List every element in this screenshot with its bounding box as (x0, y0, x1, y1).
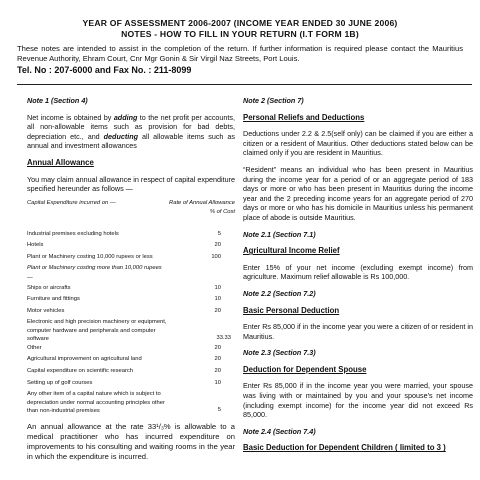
left-column (27, 96, 235, 469)
table-row (27, 318, 235, 344)
annual-allowance-heading: Annual Allowance (27, 157, 94, 167)
basic-deduction-heading: Basic Personal Deduction (243, 305, 340, 315)
note-1-label: Note 1 (Section 4) (27, 96, 88, 105)
row-rate: 10 (214, 296, 221, 303)
dependent-children-heading (243, 443, 473, 453)
row-rate: 20 (214, 242, 221, 249)
note-2-2-label: Note 2.2 (Section 7.2) (243, 288, 316, 298)
table-row (27, 390, 235, 416)
document-header (0, 0, 480, 75)
title-line-2: NOTES - HOW TO FILL IN YOUR RETURN (I.T FORM 1B) (121, 29, 359, 39)
table-row (27, 367, 235, 379)
table-row (27, 253, 235, 265)
dependent-children-title: Basic Deduction for Dependent Children (243, 443, 393, 453)
basic-deduction-text: Enter Rs 85,000 if in the income year you were a citizen of or resident in Mauritius. (243, 322, 473, 341)
row-rate: 10 (214, 284, 221, 291)
row-rate: 20 (214, 356, 221, 363)
right-column (243, 96, 473, 460)
agricultural-relief-heading: Agricultural Income Relief (243, 246, 340, 256)
net-income-adding: adding (113, 112, 138, 122)
dependent-spouse-text: Enter Rs 85,000 if in the income year you were married, your spouse was living with or maintained by you and your spouse's net income (including exempt income) for the income year did not exceed Rs 85,000. (243, 381, 473, 420)
table-row (27, 344, 235, 356)
row-rate: 33.33 (216, 335, 231, 342)
resident-definition: “Resident” means an individual who has been present in Mauritius during the income year for a period of or an aggregate period of 183 days or more or who has been present in Mauritius during the income year and the 2 preceding income years for an aggregate period of 270 days or more or who has his domicile in Mauritius unless his permanent place of abode is outside Mauritius. (243, 164, 473, 222)
rate-header-unit: % of Cost (209, 209, 235, 216)
table-row (27, 295, 235, 307)
medical-practitioner-paragraph: An annual allowance at the rate 33¹/₃% is allowable to a medical practitioner who has incurred expenditure on improvements to his consulting and waiting rooms in the year in which the expenditure is incurred. (27, 421, 235, 461)
note-2-label: Note 2 (Section 7) (243, 96, 304, 105)
header-divider (17, 84, 472, 85)
row-item: Hotels (27, 242, 44, 249)
table-header-item: Capital Expenditure incurred on — (27, 199, 116, 206)
table-row (27, 230, 235, 242)
row-rate: 100 (211, 253, 221, 260)
row-item: Furniture and fittings (27, 296, 80, 303)
row-rate: 5 (217, 407, 221, 414)
annual-allowance-text: You may claim annual allowance in respect of capital expenditure specified hereunder as follows — (27, 174, 235, 194)
row-item: Ships or aircrafts (27, 284, 71, 291)
contact-numbers: Tel. No : 207-6000 and Fax No. : 211-8099 (17, 65, 192, 75)
net-income-deducting: deducting (103, 131, 139, 141)
row-item: Other (27, 344, 42, 351)
table-row (27, 264, 235, 283)
row-rate (169, 264, 235, 283)
row-item: Capital expenditure on scientific research (27, 367, 134, 374)
dependent-spouse-heading: Deduction for Dependent Spouse (243, 364, 367, 374)
row-rate: 10 (214, 379, 221, 386)
dependent-children-limit: ( limited to 3 ) (392, 443, 446, 453)
row-item: Plant or Machinery costing 10,000 rupees or less (27, 253, 153, 260)
personal-reliefs-heading: Personal Reliefs and Deductions (243, 112, 365, 122)
note-2-4-label: Note 2.4 (Section 7.4) (243, 426, 316, 436)
title-line-1: YEAR OF ASSESSMENT 2006-2007 (INCOME YEAR ENDED 30 JUNE 2006) (82, 18, 398, 28)
table-header-row (27, 199, 235, 218)
row-item: Motor vehicles (27, 307, 65, 314)
row-item: Industrial premises excluding hotels (27, 230, 119, 237)
annual-allowance-table (27, 199, 235, 416)
note-2-1-label: Note 2.1 (Section 7.1) (243, 229, 316, 239)
net-income-text-e: all allowable items such as annual and investment allowances (27, 131, 235, 151)
intro-paragraph: These notes are intended to assist in the completion of the return. If further information is required please contact the Mauritius Revenue Authority, Ehram Court, Cnr Mgr Gonin & Sir Virgil Naz Streets, Port Louis. (17, 44, 463, 63)
note-2-3-label: Note 2.3 (Section 7.3) (243, 348, 316, 358)
row-item: Any other item of a capital nature which is subject to depreciation under normal accounting principles other than non-industrial premises (27, 391, 165, 415)
net-income-text-c: to the net profit per accounts, all non-allowable items such as provision for bad debts, depreciation etc., and (27, 112, 235, 141)
table-row (27, 355, 235, 367)
personal-reliefs-text: Deductions under 2.2 & 2.5(self only) can be claimed if you are either a citizen or a resident of Mauritius. Other deductions stated below can be claimed only if you are resident in Mauritius. (243, 129, 473, 158)
row-rate: 5 (217, 230, 221, 237)
row-rate: 20 (214, 344, 221, 351)
net-income-paragraph (27, 113, 235, 151)
row-item: Electronic and high precision machinery or equipment, computer hardware and peripherals and computer software (27, 319, 167, 343)
row-rate: 20 (214, 307, 221, 314)
agricultural-relief-text: Enter 15% of your net income (excluding exempt income) from agriculture. Maximum relief allowable is Rs 100,000. (243, 262, 473, 282)
table-row (27, 241, 235, 253)
table-header-rate (169, 199, 235, 218)
table-row (27, 307, 235, 319)
table-row (27, 379, 235, 391)
net-income-text-a: Net income is obtained by (27, 112, 114, 122)
row-item: Plant or Machinery costing more than 10,000 rupees — (27, 265, 162, 281)
rate-header-text: Rate of Annual Allowance (169, 199, 235, 206)
table-row (27, 284, 235, 296)
row-rate: 20 (214, 367, 221, 374)
row-item: Setting up of golf courses (27, 379, 93, 386)
row-item: Agricultural improvement on agricultural land (27, 356, 142, 363)
